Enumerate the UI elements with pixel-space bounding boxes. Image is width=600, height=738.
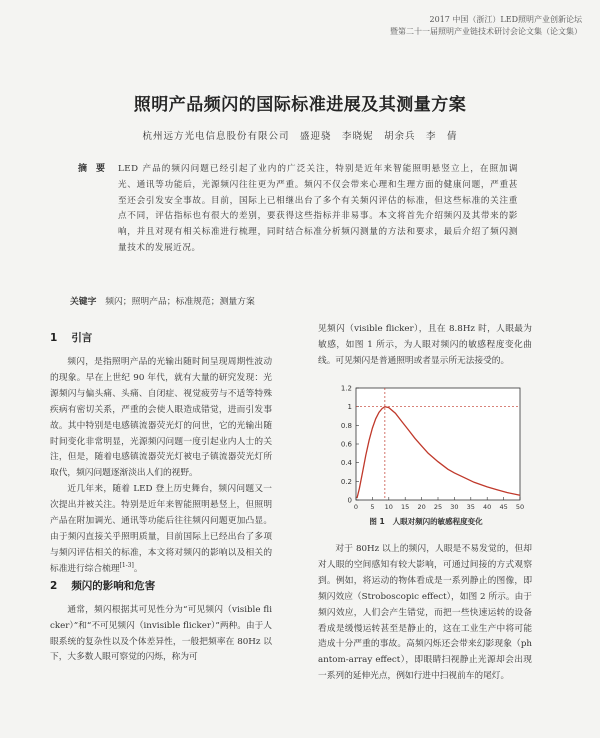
section-1-heading	[50, 330, 272, 345]
y-tick-label: 0	[347, 496, 352, 505]
section-1-number: 1	[50, 332, 58, 344]
x-tick-label: 50	[515, 503, 525, 511]
y-tick-label: 0.8	[340, 421, 352, 430]
x-tick-label: 20	[417, 503, 426, 511]
section-2-heading	[50, 578, 272, 593]
x-tick-label: 45	[499, 503, 508, 511]
left-column	[50, 330, 272, 666]
y-tick-label: 0.4	[340, 459, 352, 468]
section-1-paragraph-2	[50, 482, 272, 577]
section-2-title: 频闪的影响和危害	[71, 579, 156, 592]
header-line-1: 2017 中国（浙江）LED照明产业创新论坛	[429, 15, 582, 24]
figure-1-caption	[320, 516, 532, 527]
section-1-paragraph-2-end: 。	[133, 563, 143, 574]
section-2-number: 2	[50, 579, 58, 592]
keywords	[70, 294, 520, 307]
x-tick-label: 30	[450, 503, 459, 511]
section-1-paragraph-1: 频闪，是指照明产品的光输出随时间呈现周期性波动的现象。早在上世纪 90 年代，就有大量的研究发现：光源频闪与偏头痛、头痛、自闭症、视觉疲劳与不适等特殊疾病有密切关系，严重的会使人眼造成错觉，进而引发事故。其中特别是电感镇流器荧光灯的问世，它的光输出随时间变化非常明显，光源频闪问题一度引起业内人士的关注，但是，随着电感镇流器荧光灯被电子镇流器荧光灯所取代，频闪问题逐渐淡出人们的视野。	[50, 357, 272, 479]
y-tick-label: 1.2	[340, 384, 352, 393]
section-1-paragraph-2-text: 近几年来，随着 LED 登上历史舞台，频闪问题又一次提出并被关注。特别是近年来智能照明悬竖上，但照明产品在附加调光、通讯等功能后往往频闪问题更加凸显。由于频闪直接关乎照明质量，目前国际上已经出台了多项与频闪评估相关的标准，本文将对频闪的影响以及相关的标准进行综合梳理	[50, 484, 272, 574]
x-tick-label: 0	[353, 503, 359, 511]
x-tick-label: 15	[401, 503, 410, 511]
section-2-paragraph-2: 对于 80Hz 以上的频闪，人眼是不易发觉的，但却对人眼的空间感知有较大影响，可通过间接的方式观察到。例如，将运动的物体看成是一系列静止的图像，即频闪效应（Stroboscopic effect），如图 2 所示。由于频闪效应，人们会产生错觉，而把一些快速运转的设备看成是缓慢运转甚至是静止的，这在工业生产中将可能造成十分严重的事故。高频闪烁还会带来幻影现象（phantom-array effect），即眼睛扫视静止光源却会出现一系列的延伸光点，例如行进中扫视前车的尾灯。	[318, 544, 532, 682]
abstract	[78, 162, 518, 257]
x-tick-label: 40	[483, 503, 492, 511]
section-2-paragraph-1-continued: 见频闪（visible flicker），且在 8.8Hz 时，人眼最为敏感，如图 1 所示，为人眼对频闪的敏感程度变化曲线。可见频闪是普通照明或者显示所无法接受的。	[318, 324, 532, 366]
author-line: 杭州远方光电信息股份有限公司 盛迎骁 李晓妮 胡余兵 李 倩	[142, 131, 458, 142]
x-tick-label: 5	[370, 503, 375, 511]
plot-frame	[356, 388, 520, 500]
abstract-label: 摘 要	[78, 164, 106, 174]
y-tick-label: 0.2	[340, 477, 352, 486]
x-tick-label: 25	[433, 503, 443, 511]
x-tick-label: 35	[466, 503, 475, 511]
proceedings-header	[262, 14, 582, 38]
keywords-text: 频闪；照明产品；标准规范；测量方案	[105, 297, 255, 307]
header-line-2: 暨第二十一届照明产业链技术研讨会论文集（论文集）	[390, 27, 582, 36]
keywords-label: 关键字	[70, 297, 97, 307]
y-tick-label: 0.6	[340, 440, 352, 449]
x-tick-label: 10	[384, 503, 393, 511]
sensitivity-chart-svg	[320, 382, 532, 514]
section-1-title: 引言	[71, 332, 93, 344]
y-tick-label: 1	[347, 403, 352, 412]
figure-1-chart	[320, 382, 532, 530]
paper-title: 照明产品频闪的国际标准进展及其测量方案	[133, 95, 467, 115]
figure-1-caption-text: 人眼对频闪的敏感程度变化	[392, 517, 483, 526]
abstract-text: LED 产品的频闪问题已经引起了业内的广泛关注，特别是近年来智能照明悬竖立上，在照加调光、通讯等功能后，光源频闪往往更为严重。频闪不仅会带来心理和生理方面的健康问题，严重甚至还会引发安全事故。目前，国际上已相继出台了多个有关频闪评估的标准，但这些标准的关注重点不同，评估指标也有很大的差别，要获得这些指标并非易事。本文将首先介绍频闪及其带来的影响，并且对现有相关标准进行梳理，同时结合标准分析频闪测量的方法和要求，最后介绍了频闪测量技术的发展近况。	[118, 164, 518, 253]
section-2-paragraph-1: 通常，频闪根据其可见性分为“可见频闪（visible flicker）”和“不可见频闪（invisible flicker）”两种。由于人眼系统的复杂性以及个体差异性，一般把频率在 80Hz 以下，大多数人眼可察觉的闪烁，称为可	[50, 604, 272, 663]
figure-1-number: 图 1	[369, 517, 385, 526]
citation-ref: [1-3]	[119, 561, 134, 569]
